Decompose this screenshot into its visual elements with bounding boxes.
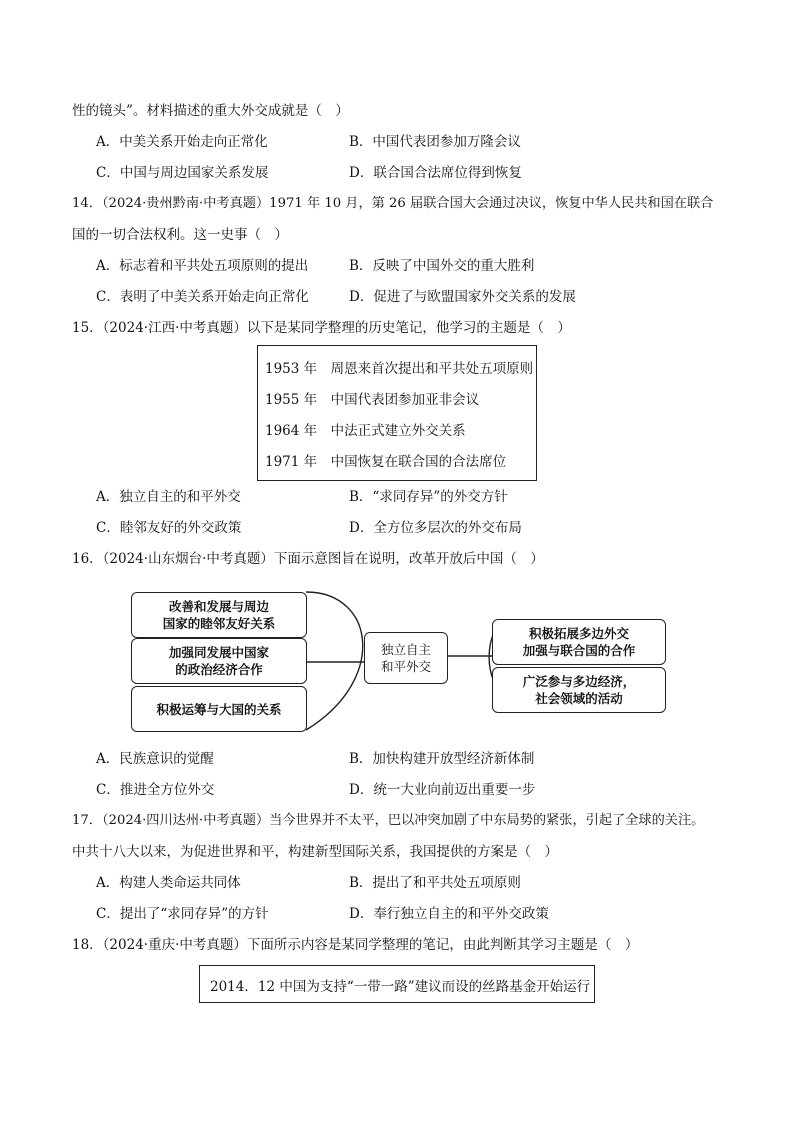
q15-stem: 15．（2024·江西·中考真题）以下是某同学整理的历史笔记，他学习的主题是（ ） [72,320,571,336]
q18-note-box [199,965,595,1003]
q17-option-c[interactable]: C．提出了“求同存异”的方针 [96,906,269,922]
q15-note-1971: 1971 年 中国恢复在联合国的合法席位 [265,454,507,470]
q13-option-d[interactable]: D．联合国合法席位得到恢复 [349,165,522,181]
q14-stem-line1: 14．（2024·贵州黔南·中考真题）1971 年 10 月，第 26 届联合国大会通过决议，恢复中华人民共和国在联合 [72,196,714,211]
q15-option-a[interactable]: A．独立自主的和平外交 [96,489,241,505]
q16-node-developing [131,638,307,684]
q15-option-d[interactable]: D．全方位多层次的外交布局 [349,520,522,536]
q16-node-major-powers-label: 积极运筹与大国的关系 [156,701,282,717]
q16-option-b[interactable]: B．加快构建开放型经济新体制 [349,751,535,767]
q16-option-a[interactable]: A．民族意识的觉醒 [96,751,214,767]
q18-stem: 18．（2024·重庆·中考真题）下面所示内容是某同学整理的笔记，由此判断其学习主题是（ ） [72,937,639,953]
q17-option-a[interactable]: A．构建人类命运共同体 [96,875,241,891]
q17-stem-line1: 17．（2024·四川达州·中考真题）当今世界并不太平，巴以冲突加剧了中东局势的紧张，引起了全球的关注。 [72,813,705,828]
q14-stem-line2: 国的一切合法权利。这一史事（ ） [72,227,288,243]
q14-option-a[interactable]: A．标志着和平共处五项原则的提出 [96,258,309,274]
q16-option-d[interactable]: D．统一大业向前迈出重要一步 [349,782,536,798]
q16-stem: 16．（2024·山东烟台·中考真题）下面示意图旨在说明，改革开放后中国（ ） [72,551,544,567]
q15-option-c[interactable]: C．睦邻友好的外交政策 [96,520,242,536]
q17-option-d[interactable]: D．奉行独立自主的和平外交政策 [349,906,549,922]
q16-node-economic [492,667,666,713]
q15-note-1955: 1955 年 中国代表团参加亚非会议 [265,392,480,408]
q16-node-major-powers [131,686,307,732]
q16-node-center [364,632,448,684]
q16-node-economic-label: 广泛参与多边经济， 社会领域的活动 [522,674,636,706]
q16-node-multilateral-label: 积极拓展多边外交 加强与联合国的合作 [522,626,636,658]
q16-node-neighbors [131,592,307,638]
q14-option-c[interactable]: C．表明了中美关系开始走向正常化 [96,289,309,305]
q16-node-developing-label: 加强同发展中国家 的政治经济合作 [168,645,269,677]
q13-option-b[interactable]: B．中国代表团参加万隆会议 [349,134,521,150]
q15-option-b[interactable]: B．“求同存异”的外交方针 [349,489,508,505]
q17-stem-line2: 中共十八大以来，为促进世界和平，构建新型国际关系，我国提供的方案是（ ） [72,844,558,860]
q16-node-multilateral [492,619,666,665]
q16-node-neighbors-label: 改善和发展与周边 国家的睦邻友好关系 [162,599,276,631]
q13-option-c[interactable]: C．中国与周边国家关系发展 [96,165,269,181]
q17-option-b[interactable]: B．提出了和平共处五项原则 [349,875,521,891]
q15-note-1964: 1964 年 中法正式建立外交关系 [265,423,466,439]
q14-option-b[interactable]: B．反映了中国外交的重大胜利 [349,258,535,274]
q14-option-d[interactable]: D．促进了与欧盟国家外交关系的发展 [349,289,576,305]
q18-note: 2014．12 中国为支持“一带一路”建议而设的丝路基金开始运行 [210,979,591,995]
q13-stem-tail: 性的镜头”。材料描述的重大外交成就是（ ） [72,103,349,119]
q16-node-center-label: 独立自主 和平外交 [380,642,431,674]
q15-note-1953: 1953 年 周恩来首次提出和平共处五项原则 [265,361,534,377]
q13-option-a[interactable]: A．中美关系开始走向正常化 [96,134,268,150]
q16-option-c[interactable]: C．推进全方位外交 [96,782,215,798]
